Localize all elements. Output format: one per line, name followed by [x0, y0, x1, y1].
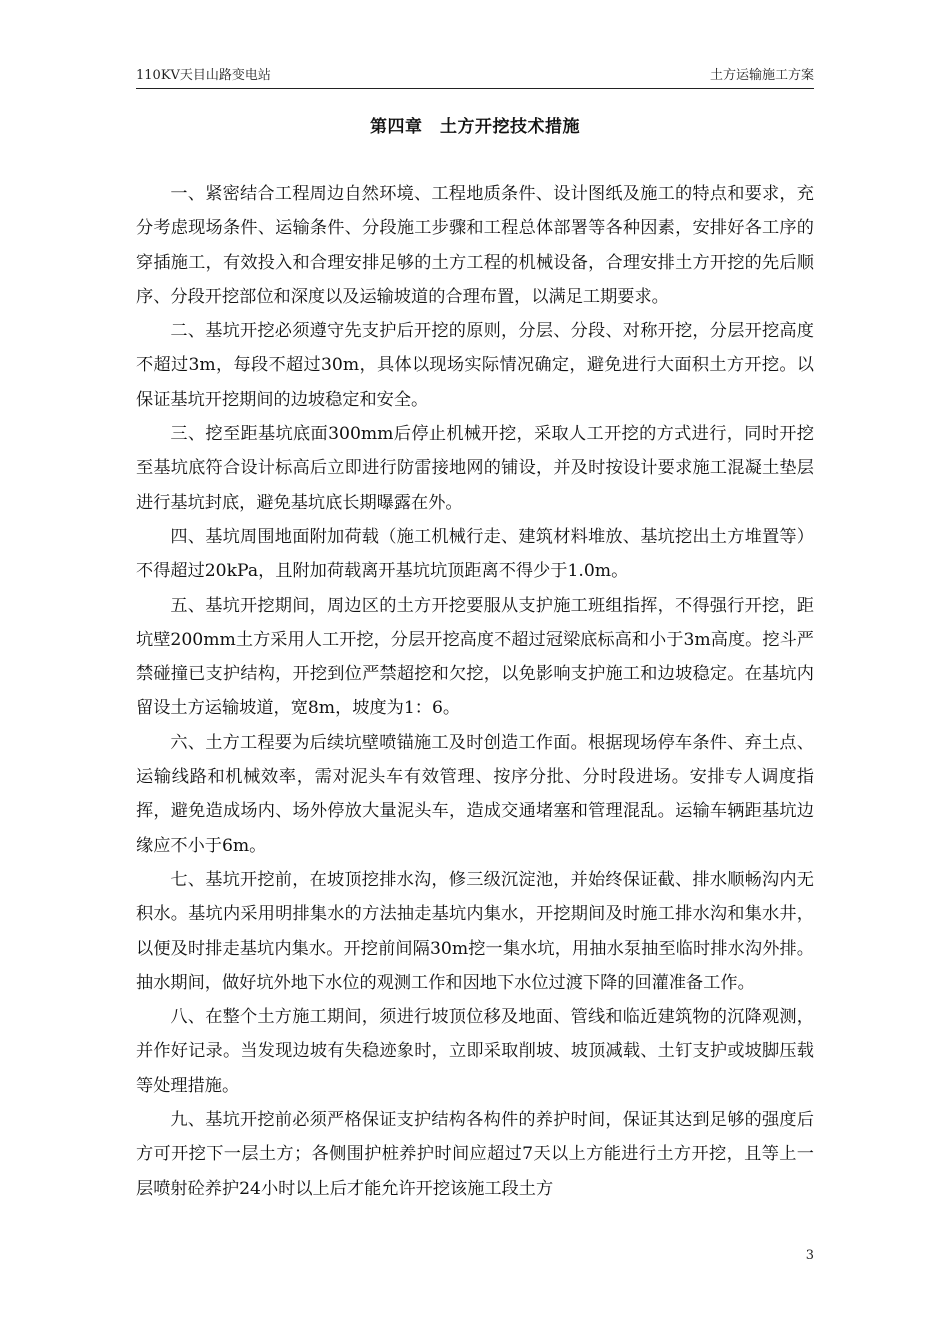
- paragraph-6: 六、土方工程要为后续坑壁喷锚施工及时创造工作面。根据现场停车条件、弃土点、运输线路和机械效率，需对泥头车有效管理、按序分批、分时段进场。安排专人调度指挥，避免造成场内、场外停放大量泥头车，造成交通堵塞和管理混乱。运输车辆距基坑边缘应不小于6m。: [136, 732, 814, 856]
- paragraph-4: 四、基坑周围地面附加荷载（施工机械行走、建筑材料堆放、基坑挖出土方堆置等）不得超过20kPa，且附加荷载离开基坑坑顶距离不得少于1.0m。: [136, 526, 814, 582]
- header-document-title: 土方运输施工方案: [709, 68, 814, 83]
- paragraph-7: 七、基坑开挖前，在坡顶挖排水沟，修三级沉淀池，并始终保证截、排水顺畅沟内无积水。基坑内采用明排集水的方法抽走基坑内集水，开挖期间及时施工排水沟和集水井，以便及时排走基坑内集水。开挖前间隔30m挖一集水坑，用抽水泵抽至临时排水沟外排。抽水期间，做好坑外地下水位的观测工作和因地下水位过渡下降的回灌准备工作。: [136, 869, 814, 993]
- paragraph-8: 八、在整个土方施工期间，须进行坡顶位移及地面、管线和临近建筑物的沉降观测，并作好记录。当发现边坡有失稳迹象时，立即采取削坡、坡顶减载、土钉支护或坡脚压载等处理措施。: [136, 1007, 814, 1096]
- document-body: [136, 177, 814, 1206]
- paragraph-1: 一、紧密结合工程周边自然环境、工程地质条件、设计图纸及施工的特点和要求，充分考虑现场条件、运输条件、分段施工步骤和工程总体部署等各种因素，安排好各工序的穿插施工，有效投入和合理安排足够的土方工程的机械设备，合理安排土方开挖的先后顺序、分段开挖部位和深度以及运输坡道的合理布置，以满足工期要求。: [136, 184, 814, 307]
- paragraph-5: 五、基坑开挖期间，周边区的土方开挖要服从支护施工班组指挥，不得强行开挖，距坑壁200mm土方采用人工开挖，分层开挖高度不超过冠梁底标高和小于3m高度。挖斗严禁碰撞已支护结构，开挖到位严禁超挖和欠挖，以免影响支护施工和边坡稳定。在基坑内留设土方运输坡道，宽8m，坡度为1：6。: [136, 595, 814, 719]
- header-project-name: 110KV天目山路变电站: [136, 68, 271, 83]
- page-number: 3: [805, 1248, 814, 1263]
- chapter-title: 第四章 土方开挖技术措施: [370, 117, 580, 137]
- paragraph-2: 二、基坑开挖必须遵守先支护后开挖的原则，分层、分段、对称开挖，分层开挖高度不超过3m，每段不超过30m，具体以现场实际情况确定，避免进行大面积土方开挖。以保证基坑开挖期间的边坡稳定和安全。: [136, 321, 814, 410]
- paragraph-9: 九、基坑开挖前必须严格保证支护结构各构件的养护时间，保证其达到足够的强度后方可开挖下一层土方；各侧围护桩养护时间应超过7天以上方能进行土方开挖，且等上一层喷射砼养护24小时以上后才能允许开挖该施工段土方: [136, 1110, 814, 1199]
- paragraph-3: 三、挖至距基坑底面300mm后停止机械开挖，采取人工开挖的方式进行，同时开挖至基坑底符合设计标高后立即进行防雷接地网的铺设，并及时按设计要求施工混凝土垫层进行基坑封底，避免基坑底长期曝露在外。: [136, 424, 814, 513]
- page-header: [136, 62, 814, 89]
